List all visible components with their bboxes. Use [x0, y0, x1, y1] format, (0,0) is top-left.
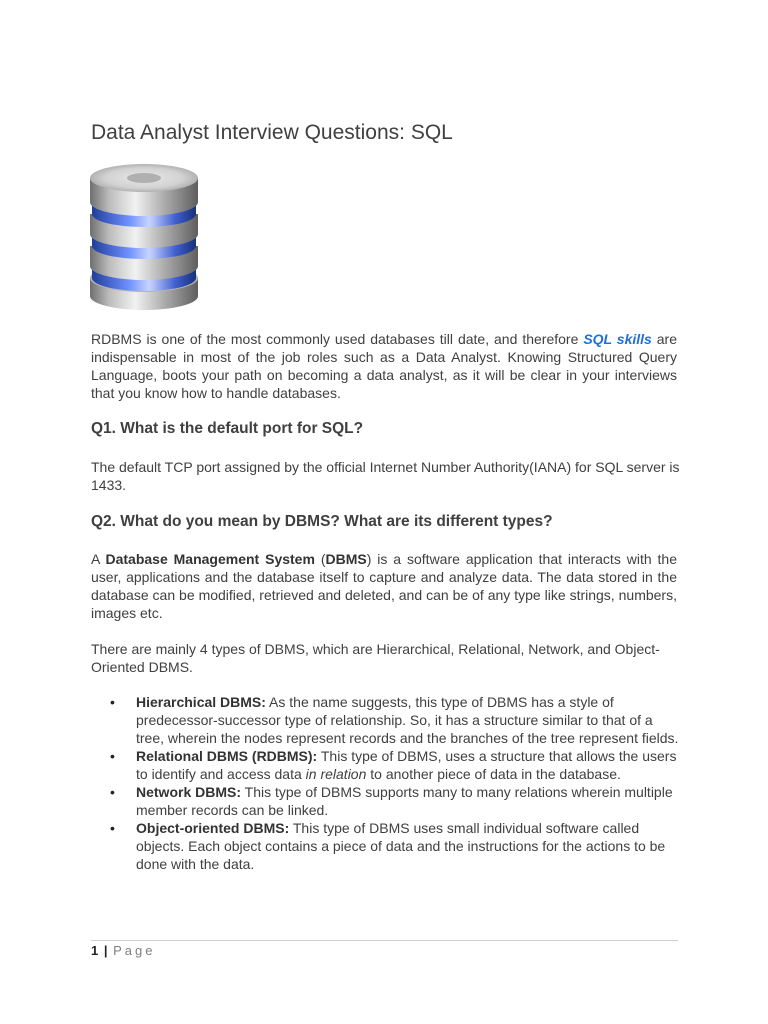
- page-footer: 1 | Page: [91, 943, 156, 958]
- dbms-types-list: [108, 693, 680, 873]
- list-item: • Relational DBMS (RDBMS): This type of DBMS, uses a structure that allows the users to identify and access data in relation to another piece of data in the database.: [110, 748, 677, 782]
- q1-answer: The default TCP port assigned by the official Internet Number Authority(IANA) for SQL server is 1433.: [91, 459, 680, 493]
- sql-skills-link[interactable]: SQL skills: [583, 331, 652, 347]
- dbms-definition-paragraph: A Database Management System (DBMS) is a software application that interacts with the user, applications and the database itself to capture and analyze data. The data stored in the database can be modified, retrieved and deleted, and can be of any type like strings, numbers, images etc.: [91, 551, 677, 621]
- list-item: • Network DBMS: This type of DBMS supports many to many relations wherein multiple member records can be linked.: [110, 784, 673, 818]
- database-icon: [86, 160, 202, 316]
- footer-divider: [91, 940, 678, 941]
- page-title: Data Analyst Interview Questions: SQL: [91, 121, 453, 144]
- q2-heading: Q2. What do you mean by DBMS? What are its different types?: [91, 513, 553, 530]
- list-item: • Object-oriented DBMS: This type of DBMS uses small individual software called objects. Each object contains a piece of data and the instructions for the actions to be done with the data.: [110, 820, 666, 872]
- dbms-types-paragraph: There are mainly 4 types of DBMS, which are Hierarchical, Relational, Network, and Object-Oriented DBMS.: [91, 641, 660, 675]
- intro-paragraph: RDBMS is one of the most commonly used databases till date, and therefore SQL skills are indispensable in most of the job roles such as a Data Analyst. Knowing Structured Query Language, boots your path on becoming a data analyst, as it will be clear in your interviews that you know how to handle databases.: [91, 331, 677, 401]
- q1-heading: Q1. What is the default port for SQL?: [91, 420, 364, 437]
- page-number: 1: [91, 943, 99, 958]
- list-item: • Hierarchical DBMS: As the name suggests, this type of DBMS has a style of predecessor-successor type of relationship. So, it has a structure similar to that of a tree, wherein the nodes represent records and the branches of the tree represent fields.: [110, 694, 679, 746]
- page-label: Page: [113, 943, 156, 958]
